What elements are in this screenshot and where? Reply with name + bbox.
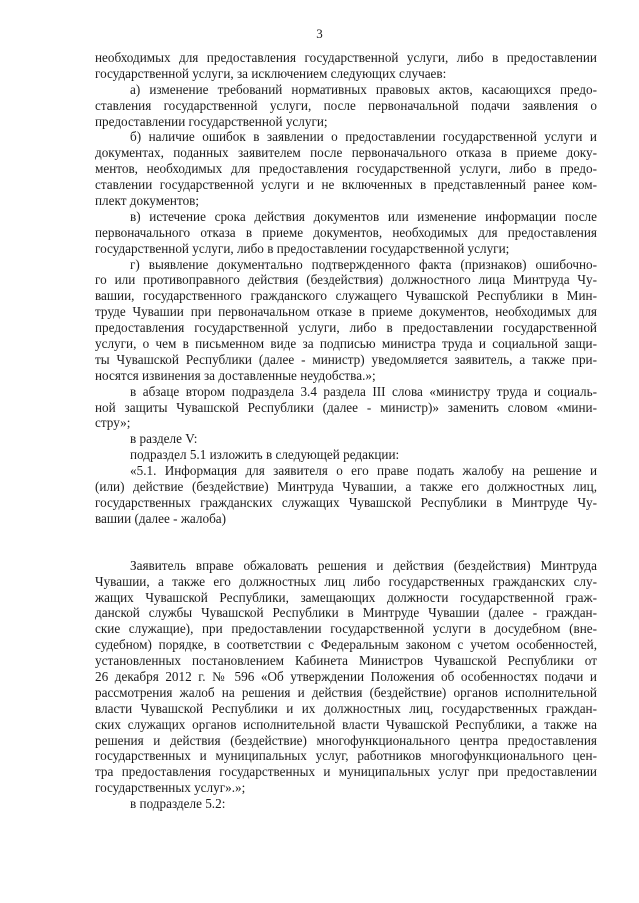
text-line: вашии, государственного гражданского служащего Чувашской Республики в Мин- xyxy=(95,288,597,304)
text-line: г) выявление документально подтвержденного факта (признаков) ошибочно- xyxy=(130,256,597,272)
text-line: тра предоставления государственных и муниципальных услуг при предоставлении xyxy=(95,764,597,780)
text-line: ты Чувашской Республики (далее - министр) уведомляется заявитель, а также при- xyxy=(95,351,597,367)
text-line: в подразделе 5.2: xyxy=(130,796,226,812)
text-line: б) наличие ошибок в заявлении о предоставлении государственной услуги и xyxy=(130,129,597,145)
text-line: данской службы Чувашской Республики в Минтруде Чувашии (далее - граждан- xyxy=(95,605,597,621)
text-line: стру»; xyxy=(95,415,131,431)
text-line: го или противоправного действия (бездействия) должностного лица Минтруда Чу- xyxy=(95,272,597,288)
paragraph xyxy=(95,50,597,82)
text-line: установленных постановлением Кабинета Министров Чувашской Республики от xyxy=(95,653,597,669)
text-line: вашии (далее - жалоба) xyxy=(95,510,227,526)
text-line: ских служащих органов исполнительной власти Чувашской Республики, а также на xyxy=(95,716,597,732)
text-line: в абзаце втором подраздела 3.4 раздела III слова «министру труда и социаль- xyxy=(130,383,597,399)
paragraph xyxy=(95,384,597,432)
text-line: услуги, о чем в письменном виде за подписью министра труда и социальной защи- xyxy=(95,336,597,352)
text-line: первоначального отказа в приеме документов, необходимых для предоставления xyxy=(95,224,597,240)
paragraph xyxy=(95,129,597,208)
paragraph xyxy=(95,447,597,463)
paragraph xyxy=(95,257,597,384)
document-body xyxy=(95,50,597,812)
text-line: государственной услуги, либо в предоставлении государственной услуги; xyxy=(95,240,510,256)
text-line: носятся извинения за доставленные неудобства.»; xyxy=(95,367,376,383)
text-line: власти Чувашской Республики и их должностных лиц, государственных граждан- xyxy=(95,700,597,716)
text-line: в разделе V: xyxy=(130,431,198,447)
text-line: Чувашии, а также его должностных лиц либо государственных гражданских слу- xyxy=(95,573,597,589)
text-line: Заявитель вправе обжаловать решения и действия (бездействия) Минтруда xyxy=(130,557,597,573)
text-line: судебном) порядке, в соответствии с Федеральным законом с учетом особенностей, xyxy=(95,637,597,653)
text-line: а) изменение требований нормативных правовых актов, касающихся предо- xyxy=(130,81,597,97)
paragraph xyxy=(95,209,597,257)
paragraph xyxy=(95,82,597,130)
text-line: рассмотрения жалоб на решения и действия (бездействие) органов исполнительной xyxy=(95,684,597,700)
paragraph xyxy=(95,431,597,447)
text-line: (или) действие (бездействие) Минтруда Чувашии, а также его должностных лиц, xyxy=(95,479,597,495)
text-line: труде Чувашии при первоначальном отказе в приеме документов, необходимых для xyxy=(95,304,597,320)
text-line: предоставлении государственной услуги; xyxy=(95,113,328,129)
text-line: государственных гражданских служащих Чувашской Республики в Минтруде Чу- xyxy=(95,494,597,510)
paragraph xyxy=(95,558,597,796)
text-line: государственной услуги, за исключением следующих случаев: xyxy=(95,65,447,81)
text-line: государственных услуг».»; xyxy=(95,780,246,796)
text-line: документах, поданных заявителем после первоначального отказа в приеме доку- xyxy=(95,145,597,161)
text-line: решения и действия (бездействие) многофункционального центра предоставления xyxy=(95,732,597,748)
text-line: ставления государственной услуги, после первоначальной подачи заявления о xyxy=(95,97,597,113)
paragraph xyxy=(95,463,597,527)
page-number: 3 xyxy=(316,26,323,41)
text-line: необходимых для предоставления государственной услуги, либо в предоставлении xyxy=(95,50,597,65)
text-line: предоставления государственной услуги, либо в предоставлении государственной xyxy=(95,320,597,336)
text-line: ставлении государственной услуги и не включенных в представленный ранее ком- xyxy=(95,177,597,193)
text-line: ментов, необходимых для предоставления государственной услуги, либо в предо- xyxy=(95,161,597,177)
paragraph-gap xyxy=(95,527,597,558)
text-line: плект документов; xyxy=(95,193,200,209)
text-line: в) истечение срока действия документов или изменение информации после xyxy=(130,208,597,224)
text-line: ной защиты Чувашской Республики (далее - министр)» заменить словом «мини- xyxy=(95,399,597,415)
text-line: подраздел 5.1 изложить в следующей редакции: xyxy=(130,447,400,463)
text-line: ские служащие), при предоставлении государственной услуги в досудебном (вне- xyxy=(95,621,597,637)
text-line: государственных и муниципальных услуг, работников многофункционального цен- xyxy=(95,748,597,764)
text-line: жащих Чувашской Республики, замещающих должности государственной граж- xyxy=(95,589,597,605)
text-line: 26 декабря 2012 г. № 596 «Об утверждении Положения об особенностях подачи и xyxy=(95,668,597,684)
text-line: «5.1. Информация для заявителя о его праве подать жалобу на решение и xyxy=(130,463,597,479)
paragraph xyxy=(95,796,597,812)
